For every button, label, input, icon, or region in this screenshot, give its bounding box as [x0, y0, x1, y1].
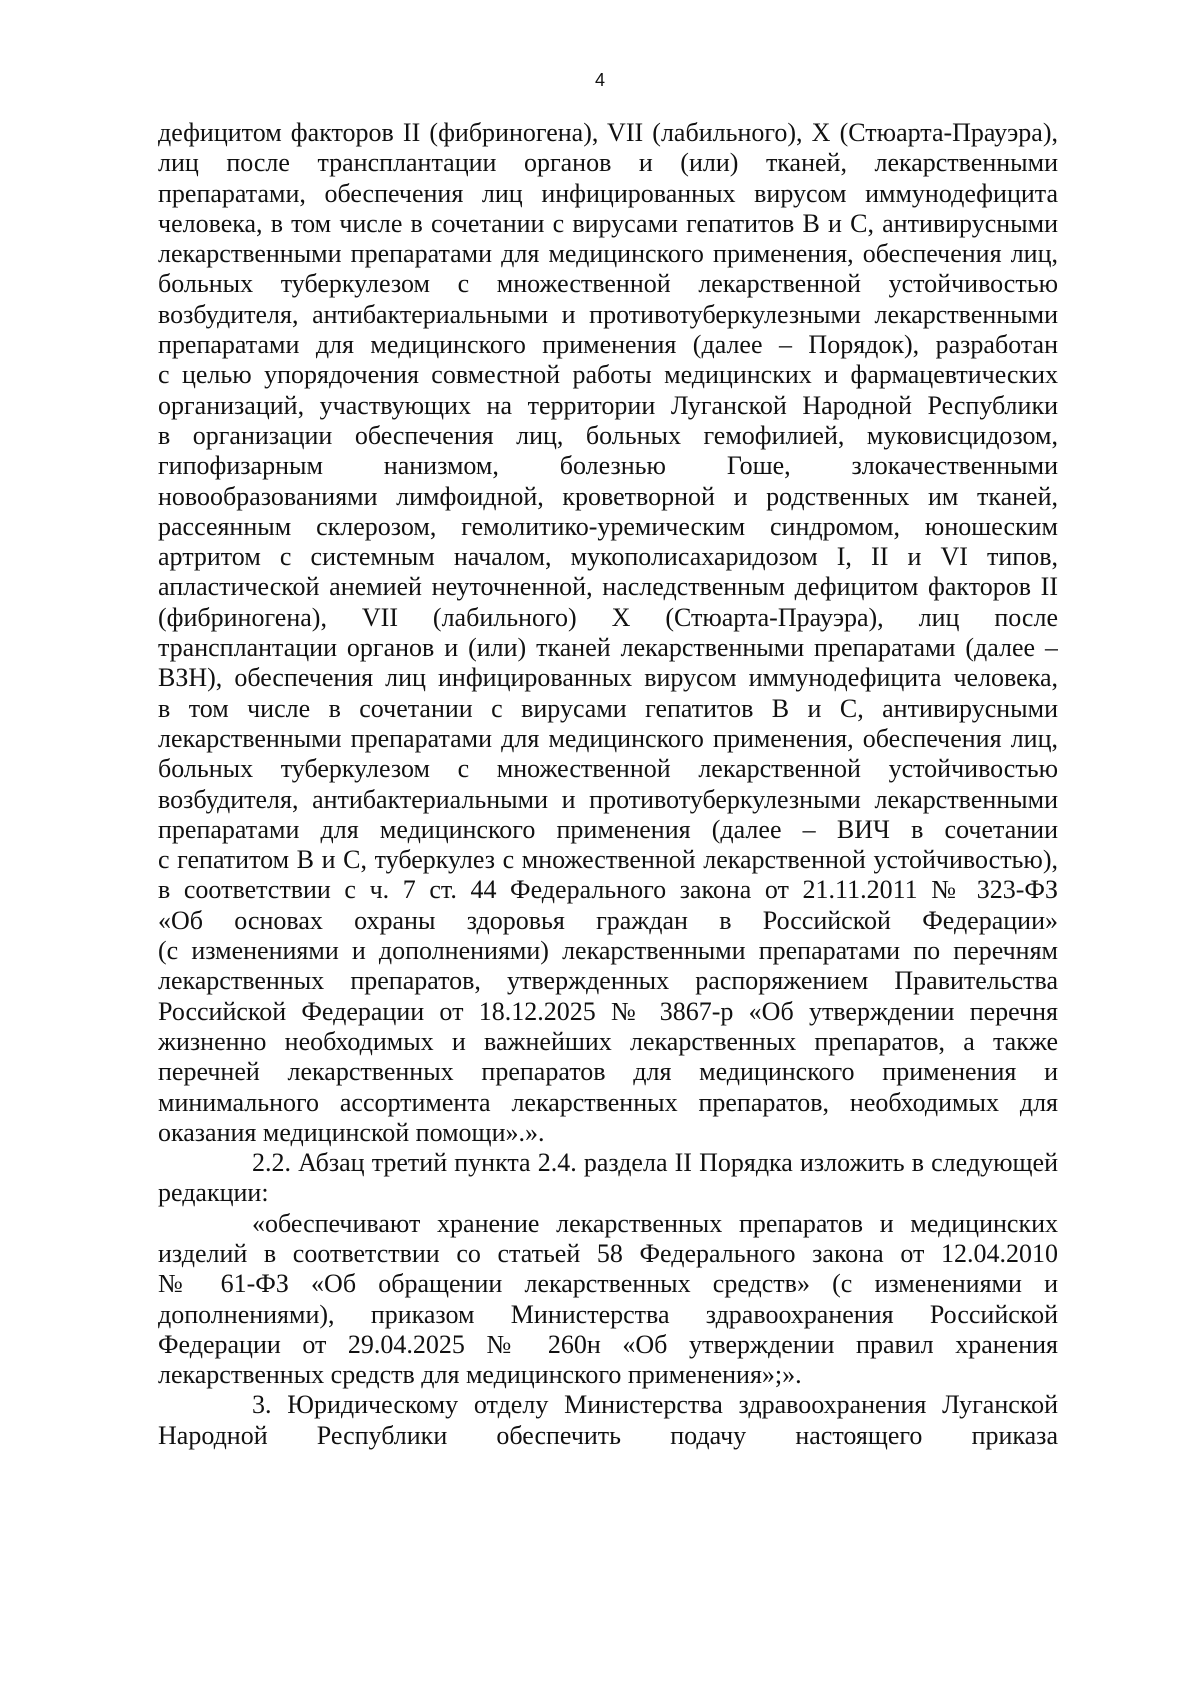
text-line: изделий в соответствии со статьей 58 Федерального закона от 12.04.2010 — [158, 1238, 1058, 1268]
text-line: лекарственных препаратов, утвержденных распоряжением Правительства — [158, 966, 1058, 996]
text-line: лиц после трансплантации органов и (или) тканей, лекарственными — [158, 148, 1058, 178]
text-line: трансплантации органов и (или) тканей лекарственными препаратами (далее – — [158, 633, 1058, 663]
text-line: № 61-ФЗ «Об обращении лекарственных средств» (с изменениями и — [158, 1269, 1058, 1299]
text-line: Федерации от 29.04.2025 № 260н «Об утверждении правил хранения — [158, 1329, 1058, 1359]
text-line: лекарственными препаратами для медицинского применения, обеспечения лиц, — [158, 723, 1058, 753]
text-line: дефицитом факторов II (фибриногена), VII (лабильного), X (Стюарта-Прауэра), — [158, 118, 1058, 147]
page-number: 4 — [594, 70, 605, 90]
text-line: 3. Юридическому отделу Министерства здравоохранения Луганской — [252, 1390, 1058, 1420]
text-line: (фибриногена), VII (лабильного) X (Стюарта-Прауэра), лиц после — [158, 602, 1058, 632]
text-line: лекарственных средств для медицинского применения»;». — [158, 1360, 802, 1390]
text-line: возбудителя, антибактериальными и противотуберкулезными лекарственными — [158, 299, 1058, 329]
text-line: «Об основах охраны здоровья граждан в Российской Федерации» — [158, 905, 1058, 935]
text-line: Народной Республики обеспечить подачу настоящего приказа — [158, 1420, 1058, 1450]
text-line: организаций, участвующих на территории Луганской Народной Республики — [158, 390, 1058, 420]
text-line: рассеянным склерозом, гемолитико-уремическим синдромом, юношеским — [158, 511, 1058, 541]
text-line: возбудителя, антибактериальными и противотуберкулезными лекарственными — [158, 784, 1058, 814]
text-line: в организации обеспечения лиц, больных гемофилией, муковисцидозом, — [158, 420, 1058, 450]
text-line: препаратами для медицинского применения (далее – ВИЧ в сочетании — [158, 814, 1058, 844]
text-line: человека, в том числе в сочетании с вирусами гепатитов В и С, антивирусными — [158, 208, 1058, 238]
text-line: (с изменениями и дополнениями) лекарственными препаратами по перечням — [158, 936, 1058, 966]
text-line: перечней лекарственных препаратов для медицинского применения и — [158, 1057, 1058, 1087]
text-line: больных туберкулезом с множественной лекарственной устойчивостью — [158, 269, 1058, 299]
text-line: жизненно необходимых и важнейших лекарственных препаратов, а также — [158, 1026, 1058, 1056]
text-line: Российской Федерации от 18.12.2025 № 3867-р «Об утверждении перечня — [158, 996, 1058, 1026]
text-line: лекарственными препаратами для медицинского применения, обеспечения лиц, — [158, 239, 1058, 269]
text-line: новообразованиями лимфоидной, кроветворной и родственных им тканей, — [158, 481, 1058, 511]
text-line: артритом с системным началом, мукополисахаридозом I, II и VI типов, — [158, 542, 1058, 572]
text-line: препаратами, обеспечения лиц инфицированных вирусом иммунодефицита — [158, 178, 1058, 208]
text-line: редакции: — [158, 1178, 269, 1208]
document-body — [158, 118, 1058, 1451]
text-line: оказания медицинской помощи».». — [158, 1117, 545, 1147]
text-line: препаратами для медицинского применения (далее – Порядок), разработан — [158, 330, 1058, 360]
text-line: с целью упорядочения совместной работы медицинских и фармацевтических — [158, 360, 1058, 390]
text-line: с гепатитом В и С, туберкулез с множественной лекарственной устойчивостью), — [158, 845, 1058, 875]
text-line: в соответствии с ч. 7 ст. 44 Федерального закона от 21.11.2011 № 323-ФЗ — [158, 875, 1058, 905]
text-line: в том числе в сочетании с вирусами гепатитов В и С, антивирусными — [158, 693, 1058, 723]
text-line: дополнениями), приказом Министерства здравоохранения Российской — [158, 1299, 1058, 1329]
text-line: больных туберкулезом с множественной лекарственной устойчивостью — [158, 754, 1058, 784]
text-line: 2.2. Абзац третий пункта 2.4. раздела II Порядка изложить в следующей — [252, 1148, 1058, 1178]
text-line: «обеспечивают хранение лекарственных препаратов и медицинских — [252, 1208, 1058, 1238]
text-line: минимального ассортимента лекарственных препаратов, необходимых для — [158, 1087, 1058, 1117]
text-line: ВЗН), обеспечения лиц инфицированных вирусом иммунодефицита человека, — [158, 663, 1058, 693]
text-line: гипофизарным нанизмом, болезнью Гоше, злокачественными — [158, 451, 1058, 481]
text-line: апластической анемией неуточненной, наследственным дефицитом факторов II — [158, 572, 1058, 602]
